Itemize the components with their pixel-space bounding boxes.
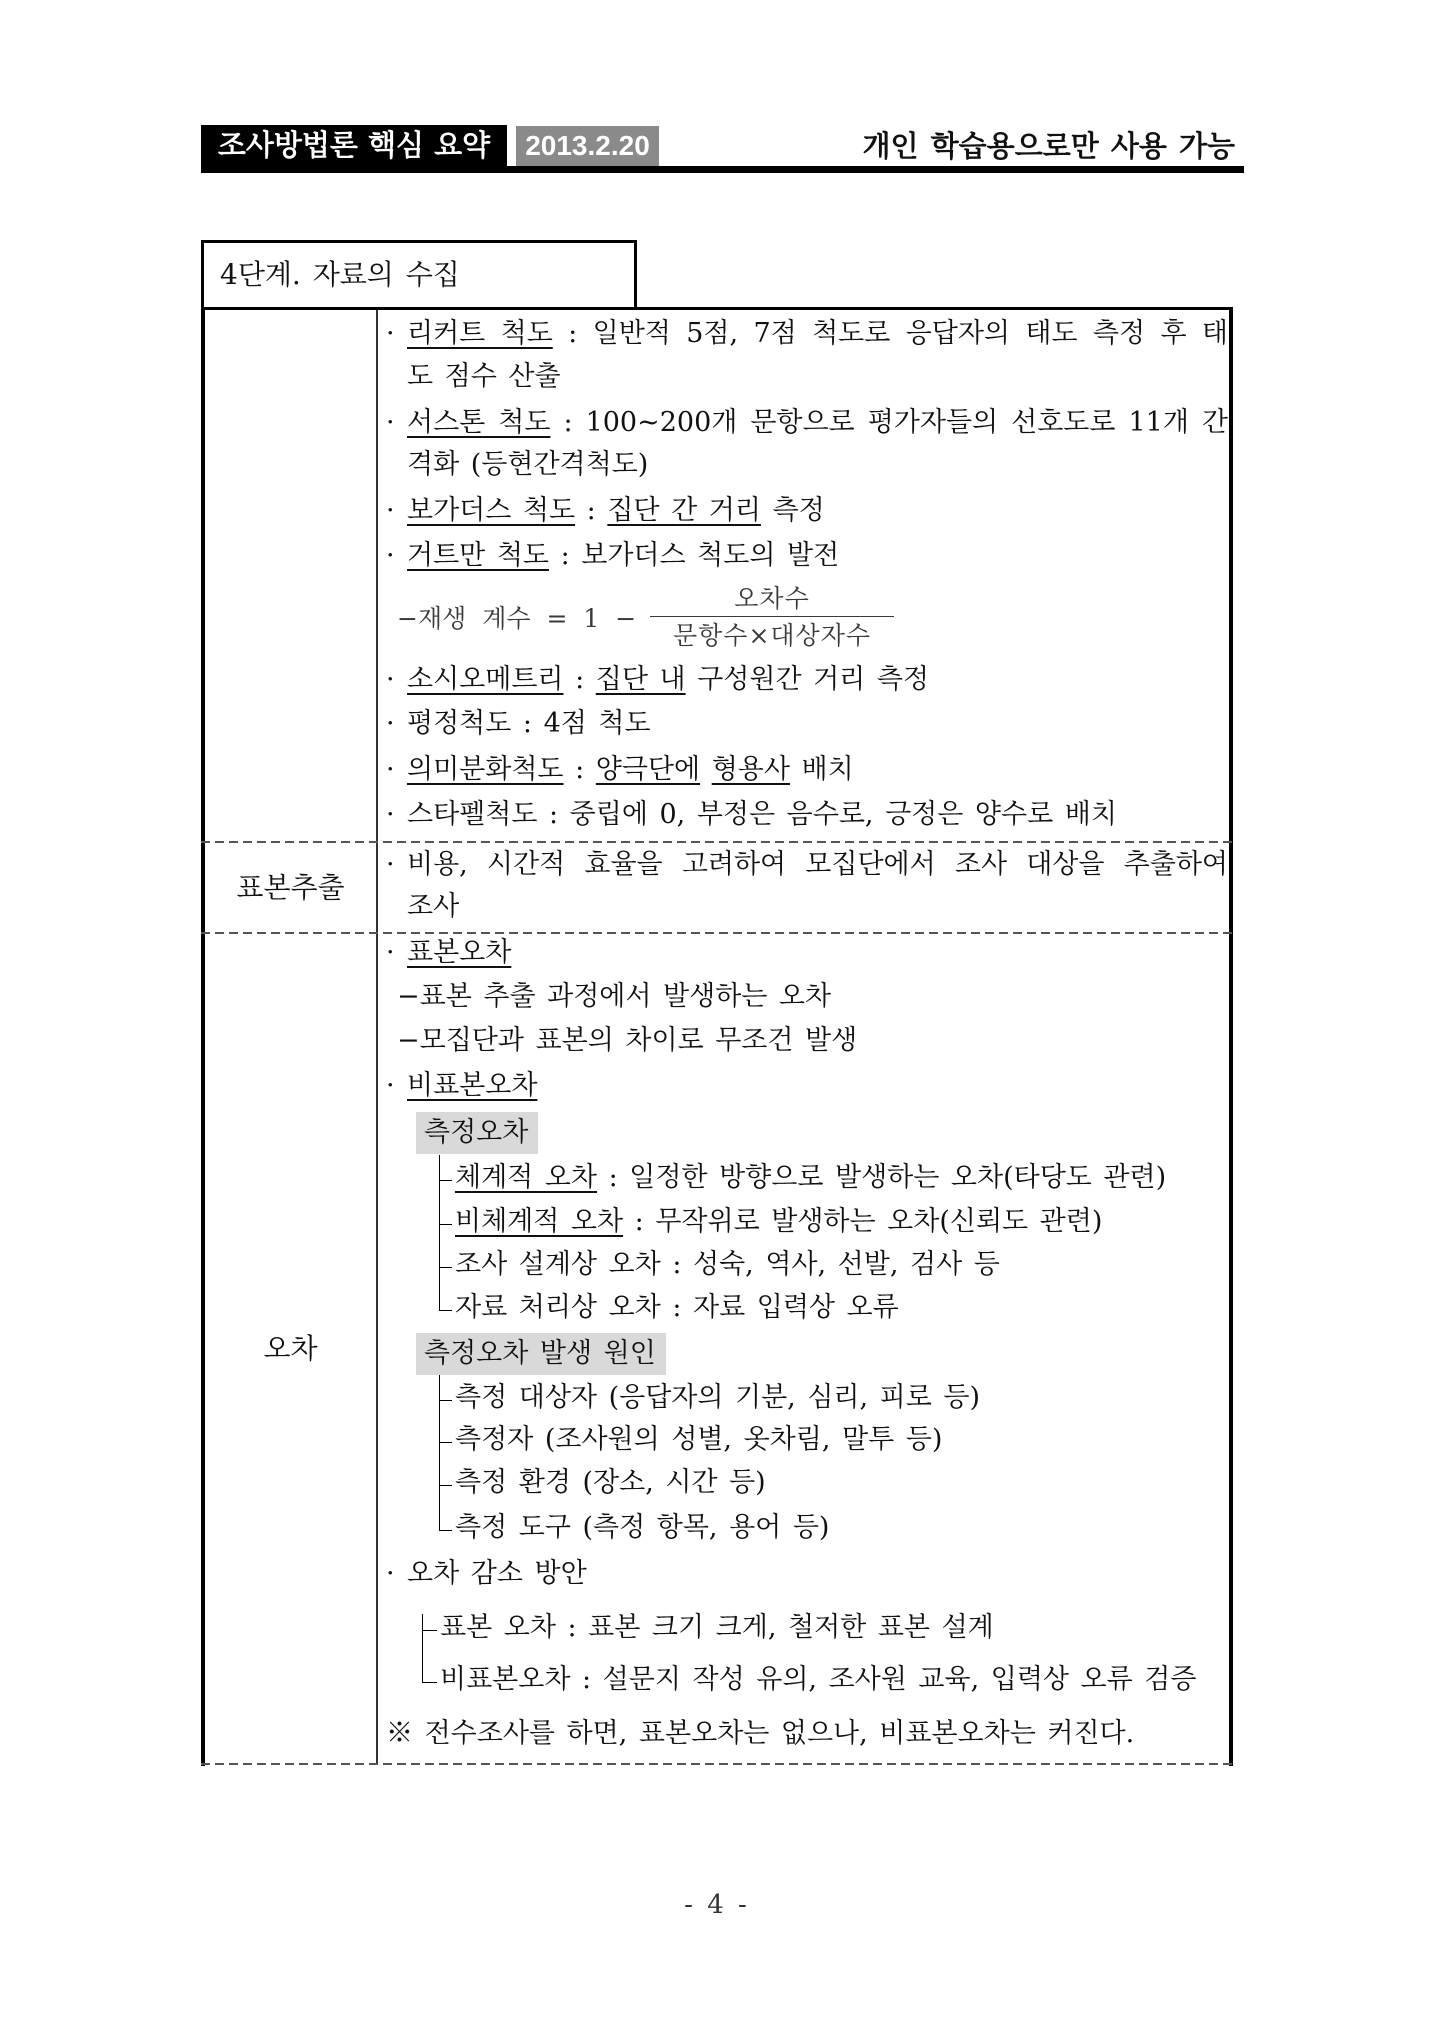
- bullet: ·: [386, 937, 395, 968]
- line-text: 측정 대상자 (응답자의 기분, 심리, 피로 등): [455, 1382, 981, 1413]
- line-text: : 무작위로 발생하는 오차(신뢰도 관련): [623, 1206, 1103, 1237]
- underlined-term: 비체계적 오차: [455, 1206, 624, 1237]
- line-text: : 일반적 5점, 7점 척도로 응답자의 태도 측정 후 태: [552, 318, 1228, 349]
- tree-item: [455, 1461, 766, 1505]
- line-text: 격화 (등현간격척도): [407, 449, 649, 480]
- row-label-sampling: 표본추출: [236, 871, 345, 904]
- line-text: : 100~200개 문항으로 평가자들의 선호도로 11개 간: [550, 407, 1228, 438]
- sampling-description: [386, 843, 1228, 887]
- bullet: ·: [386, 754, 395, 785]
- content-line: [397, 975, 831, 1019]
- tree-item: [455, 1418, 942, 1462]
- line-text: ※ 전수조사를 하면, 표본오차는 없으나, 비표본오차는 커진다.: [386, 1718, 1135, 1749]
- bullet: ·: [386, 664, 395, 695]
- line-text: 측정오차: [424, 1117, 529, 1148]
- sampling-error-heading: [386, 931, 511, 975]
- line-text: 배치: [789, 754, 854, 785]
- row-label-error: 오차: [263, 1332, 318, 1365]
- line-text: 도 점수 산출: [407, 361, 561, 392]
- scale-item-likert: [386, 312, 1228, 356]
- tree-item: [455, 1506, 829, 1550]
- line-text: :: [563, 754, 596, 785]
- underlined-term: 서스톤 척도: [407, 407, 551, 438]
- census-note: [386, 1712, 1134, 1756]
- bullet: ·: [386, 799, 395, 830]
- content-line: [397, 1019, 857, 1063]
- line-text: 조사: [407, 891, 460, 922]
- scale-item-thurstone: [386, 401, 1228, 445]
- line-text: 표본 오차 : 표본 크기 크게, 철저한 표본 설계: [440, 1612, 994, 1643]
- line-text: 오차 감소 방안: [407, 1558, 587, 1589]
- underlined-term: 집단 간 거리: [607, 495, 761, 526]
- underlined-term: 보가더스 척도: [407, 495, 576, 526]
- formula-lhs: −재생 계수 = 1 −: [397, 604, 637, 633]
- tree-item: [455, 1286, 899, 1330]
- page-number: - 4 -: [684, 1890, 747, 1920]
- error-reduction-heading: [386, 1552, 587, 1596]
- usage-notice: 개인 학습용으로만 사용 가능: [862, 129, 1235, 163]
- line-text: −모집단과 표본의 차이로 무조건 발생: [397, 1025, 858, 1056]
- line-text: 조사 설계상 오차 : 성숙, 역사, 선발, 검사 등: [455, 1249, 1000, 1280]
- tree-item: [455, 1243, 1000, 1287]
- scale-item-stapel: [386, 793, 1117, 837]
- header-rule: [201, 166, 1244, 173]
- measurement-error-highlight: [416, 1112, 538, 1154]
- line-text: 평정척도 : 4점 척도: [407, 708, 651, 739]
- line-text: : 일정한 방향으로 발생하는 오차(타당도 관련): [597, 1162, 1167, 1193]
- bullet: ·: [386, 1558, 395, 1589]
- tree-item: [455, 1200, 1102, 1244]
- tree-connector: [439, 1375, 440, 1530]
- line-text: 측정오차 발생 원인: [424, 1338, 656, 1369]
- bullet: ·: [386, 495, 395, 526]
- table-right-border: [1229, 307, 1233, 1766]
- line-text: [700, 754, 712, 785]
- bullet: ·: [386, 407, 395, 438]
- formula-denominator: 문항수×대상자수: [673, 621, 871, 650]
- tree-item: [455, 1376, 980, 1420]
- underlined-term: 리커트 척도: [407, 318, 553, 349]
- underlined-term: 의미분화척도: [407, 754, 564, 785]
- table-column-divider: [376, 309, 378, 1765]
- line-text: :: [575, 495, 608, 526]
- underlined-term: 거트만 척도: [407, 540, 549, 571]
- row-divider: [201, 932, 1233, 934]
- line-text: 측정: [760, 495, 825, 526]
- non-sampling-error-heading: [386, 1064, 537, 1108]
- content-line: [407, 443, 648, 487]
- underlined-term: 형용사: [711, 754, 790, 785]
- underlined-term: 집단 내: [595, 664, 686, 695]
- bullet: ·: [386, 318, 395, 349]
- underlined-term: 양극단에: [595, 754, 701, 785]
- tree-connector: [422, 1614, 423, 1682]
- section-title: 4단계. 자료의 수집: [201, 240, 637, 310]
- tree-item: [455, 1156, 1166, 1200]
- line-text: −표본 추출 과정에서 발생하는 오차: [397, 981, 832, 1012]
- bullet: ·: [386, 540, 395, 571]
- error-causes-highlight: [416, 1333, 666, 1375]
- content-line: [407, 885, 459, 929]
- line-text: 측정자 (조사원의 성별, 옷차림, 말투 등): [455, 1424, 943, 1455]
- scale-item-semantic-differential: [386, 748, 854, 792]
- tree-item: [440, 1606, 994, 1650]
- underlined-term: 표본오차: [407, 937, 512, 968]
- underlined-term: 소시오메트리: [407, 664, 564, 695]
- table-left-border: [201, 307, 205, 1766]
- fraction-bar: [650, 616, 894, 617]
- line-text: 스타펠척도 : 중립에 0, 부정은 음수로, 긍정은 양수로 배치: [407, 799, 1117, 830]
- underlined-term: 비표본오차: [407, 1070, 538, 1101]
- scale-item-rating: [386, 702, 651, 746]
- line-text: : 보가더스 척도의 발전: [549, 540, 840, 571]
- line-text: :: [563, 664, 596, 695]
- line-text: 측정 환경 (장소, 시간 등): [455, 1467, 766, 1498]
- line-text: 자료 처리상 오차 : 자료 입력상 오류: [455, 1292, 899, 1323]
- line-text: 측정 도구 (측정 항목, 용어 등): [455, 1512, 830, 1543]
- formula-numerator: 오차수: [734, 584, 810, 613]
- scale-item-guttman: [386, 534, 839, 578]
- scale-item-bogardus: [386, 489, 825, 533]
- tree-connector: [439, 1155, 440, 1310]
- table-bottom-divider: [201, 1763, 1233, 1765]
- line-text: 비용, 시간적 효율을 고려하여 모집단에서 조사 대상을 추출하여: [407, 849, 1228, 880]
- underlined-term: 체계적 오차: [455, 1162, 597, 1193]
- scale-item-sociometry: [386, 658, 929, 702]
- bullet: ·: [386, 708, 395, 739]
- line-text: 비표본오차 : 설문지 작성 유의, 조사원 교육, 입력상 오류 검증: [440, 1664, 1197, 1695]
- bullet: ·: [386, 849, 395, 880]
- line-text: 구성원간 거리 측정: [685, 664, 930, 695]
- bullet: ·: [386, 1070, 395, 1101]
- content-line: [407, 355, 561, 399]
- date-badge: 2013.2.20: [516, 126, 659, 166]
- document-title-badge: 조사방법론 핵심 요약: [201, 125, 507, 166]
- tree-item: [440, 1658, 1196, 1702]
